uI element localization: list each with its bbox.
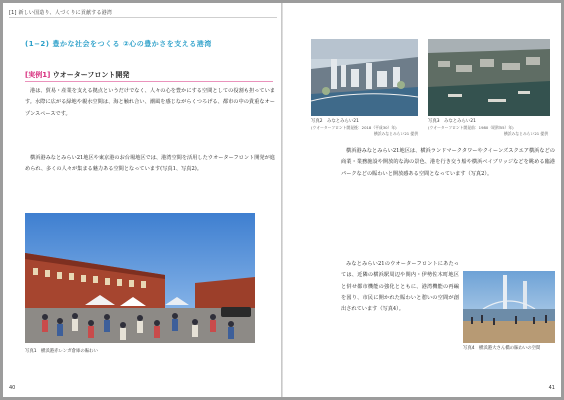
subsection-title xyxy=(25,70,129,80)
photo-illustration xyxy=(463,271,555,343)
photo-caption: 写真4 横浜港大さん橋の賑わいの空間 xyxy=(463,346,541,351)
body-paragraph: 横浜港みなとみらい21地区は、横浜ランドマークタワーやクイーンズスクエア横浜などの商業・業務施設や開放的な海の景色、港を行き交う船や横浜ベイブリッジなどを眺める臨港パークなどの賑わいと開放感ある空間となっています（写真2）。 xyxy=(341,148,555,177)
photo-caption xyxy=(428,119,548,137)
running-header: [1] 新しい国造り、人づくりに貢献する港湾 xyxy=(9,10,113,16)
photo-minatomirai-before xyxy=(428,39,550,116)
photo-osanbashi-pier xyxy=(463,271,555,343)
header-divider xyxy=(9,17,277,18)
photo-caption-credit: 横浜みなとみらい21 提供 xyxy=(373,131,418,136)
photo-illustration xyxy=(25,213,255,343)
body-paragraph: みなとみらい21のウオーターフロントにあたっては、近隣の横浜駅周辺や関内・伊勢佐木町地区と併せ都市機能の強化とともに、港湾機能の再編を図り、市民に開かれた賑わいと憩いの空間が創出されています（写真4）。 xyxy=(341,261,459,313)
subsection-divider xyxy=(25,81,273,82)
photo-caption-detail: (ウオーターフロント開発後：2018（平成30）年) xyxy=(311,125,397,130)
photo-caption-credit: 横浜みなとみらい21 提供 xyxy=(503,131,548,136)
photo-minatomirai-after xyxy=(311,39,418,116)
photo-illustration xyxy=(428,39,550,116)
right-page xyxy=(283,3,561,397)
page-number: 40 xyxy=(9,385,16,391)
photo-caption-title: 写真2 みなとみらい21 xyxy=(311,119,359,124)
body-paragraph: 港は、貿易・産業を支える拠点というだけでなく、人々の心を豊かにする空間としての役割も担っています。水際に広がる緑地や親水空間は、海と触れ合い、潮風を感じながらくつろげる、都市の中の貴重なオープンスペースです。 xyxy=(25,88,275,117)
photo-caption: 写真1 横浜港赤レンガ倉庫の賑わい xyxy=(25,349,98,354)
left-page xyxy=(3,3,281,397)
page-number: 41 xyxy=(548,385,555,391)
section-title: (1−2) 豊かな社会をつくる ②心の豊かさを支える港湾 xyxy=(25,40,212,48)
subsection-label: ウオーターフロント開発 xyxy=(52,71,130,79)
subsection-tag: [実例1] xyxy=(25,71,51,79)
photo-illustration xyxy=(311,39,418,116)
photo-caption-title: 写真3 みなとみらい21 xyxy=(428,119,476,124)
photo-caption xyxy=(311,119,418,137)
photo-red-brick-warehouse xyxy=(25,213,255,343)
body-paragraph: 横浜港みなとみらい21地区や東京港のお台場地区では、港湾空間を活用したウオーターフロント開発が進められ、多くの人々が集まる魅力ある空間となっています(写真1、写真2)。 xyxy=(25,155,275,173)
photo-caption-detail: (ウオーターフロント開発前：1980（昭和55）年) xyxy=(428,125,514,130)
